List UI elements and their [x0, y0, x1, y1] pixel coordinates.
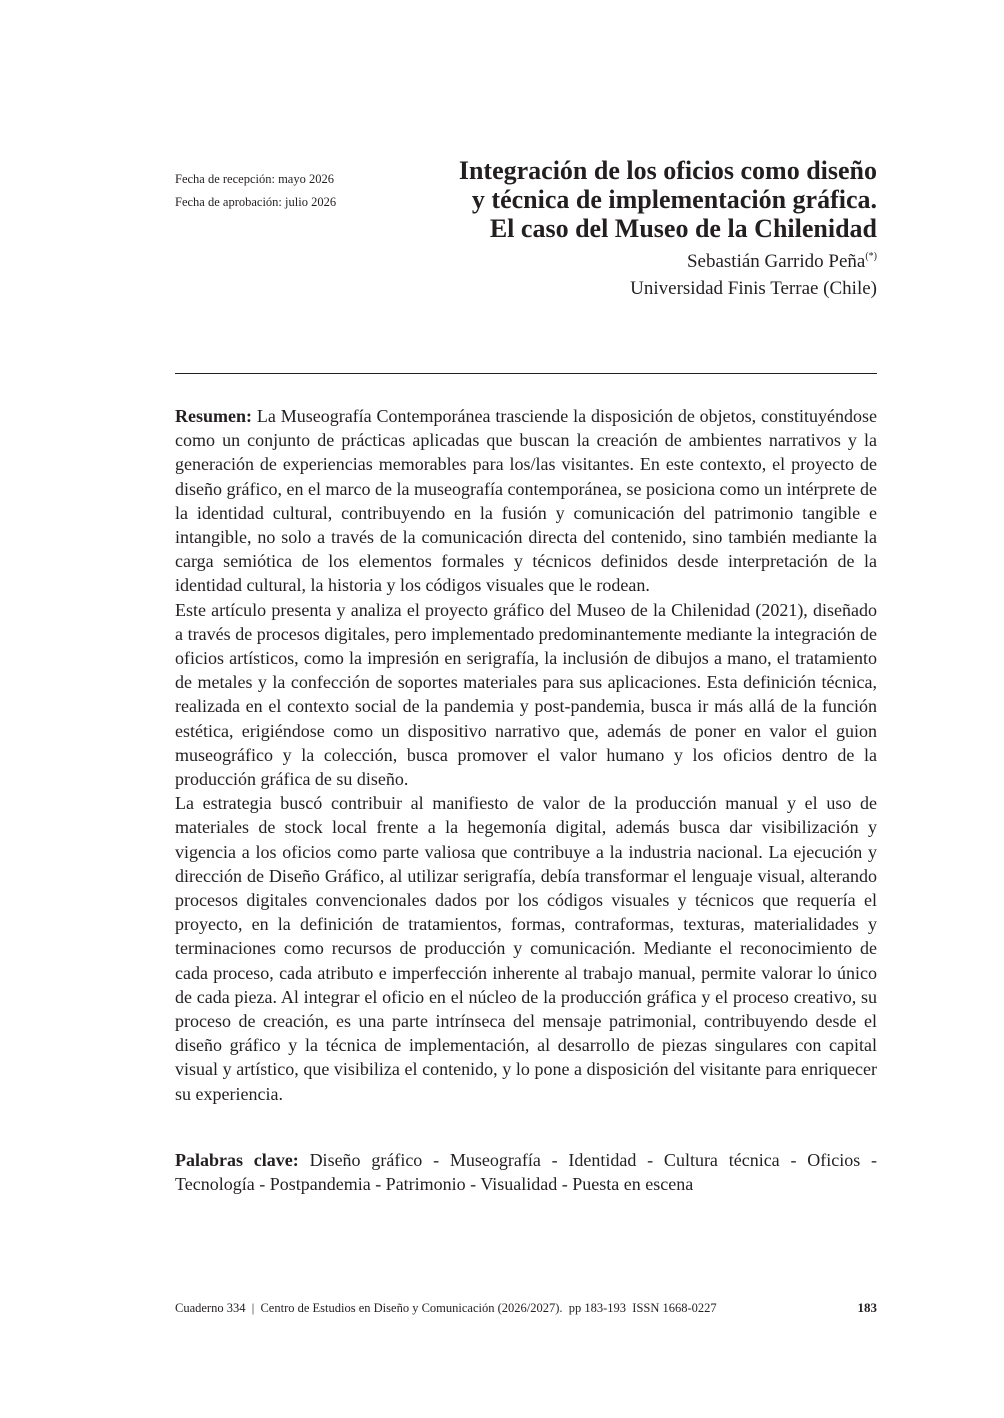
- title-line-2: y técnica de implementación gráfica.: [471, 185, 877, 214]
- abstract-paragraph-1: [175, 404, 877, 598]
- page-number: 183: [857, 1300, 877, 1315]
- author-line: [459, 243, 877, 275]
- keywords-text: Diseño gráfico - Museografía - Identidad - Cultura técnica - Oficios - Tecnología - Postpandemia - Patrimonio - Visualidad - Puesta en escena: [175, 1150, 877, 1195]
- abstract: [175, 404, 877, 1106]
- header-divider: [175, 373, 877, 374]
- abstract-text-1: La Museografía Contemporánea trasciende la disposición de objetos, constituyéndose como un conjunto de prácticas aplicadas que buscan la creación de ambientes narrativos y la generación de experiencias memorables para los/las visitantes. En este contexto, el proyecto de diseño gráfico, en el marco de la museografía contemporánea, se posiciona como un intérprete de la identidad cultural, contribuyendo en la fusión y comunicación del patrimonio tangible e intangible, no solo a través de la comunicación directa del contenido, sino también mediante la carga semiótica de los elementos formales y técnicos definidos desde interpretación de la identidad cultural, la historia y los códigos visuales que le rodean.: [175, 406, 878, 596]
- article-title: [459, 156, 877, 243]
- title-line-3: El caso del Museo de la Chilenidad: [489, 214, 877, 243]
- abstract-paragraph-3: La estrategia buscó contribuir al manifiesto de valor de la producción manual y el uso de materiales de stock local frente a la hegemonía digital, además busca dar visibilización y vigencia a los oficios como parte valiosa que contribuye a la industria nacional. La ejecución y dirección de Diseño Gráfico, al utilizar serigrafía, debía transformar el lenguaje visual, alterando procesos digitales convencionales dados por los códigos visuales y técnicos que requería el proyecto, en la definición de tratamientos, formas, contraformas, texturas, materialidades y terminaciones como recursos de producción y comunicación. Mediante el reconocimiento de cada proceso, cada atributo e imperfección inherente al trabajo manual, permite valorar lo único de cada pieza. Al integrar el oficio en el núcleo de la producción gráfica y el proceso creativo, su proceso de creación, es una parte intrínseca del mensaje patrimonial, contribuyendo desde el diseño gráfico y la técnica de implementación, al desarrollo de piezas singulares con capital visual y artístico, que visibiliza el contenido, y lo pone a disposición del visitante para enriquecer su experiencia.: [175, 793, 877, 1104]
- article-header: [459, 156, 877, 302]
- author-footnote-marker: (*): [865, 251, 877, 262]
- keywords: [175, 1148, 877, 1196]
- abstract-label: Resumen:: [175, 406, 252, 426]
- reception-date: Fecha de recepción: mayo 2026: [175, 172, 334, 186]
- keywords-label: Palabras clave:: [175, 1150, 299, 1170]
- author-name: Sebastián Garrido Peña: [686, 251, 866, 272]
- abstract-paragraph-2: Este artículo presenta y analiza el proyecto gráfico del Museo de la Chilenidad (2021), diseñado a través de procesos digitales, pero implementado predominantemente mediante la integración de oficios artísticos, como la impresión en serigrafía, la inclusión de dibujos a mano, el tratamiento de metales y la confección de soportes materiales para sus aplicaciones. Esta definición técnica, realizada en el contexto social de la pandemia y post-pandemia, busca ir más allá de la función estética, erigiéndose como un dispositivo narrativo que, además de poner en valor el guion museográfico y la colección, busca promover el valor humano y los oficios dentro de la producción gráfica de su diseño.: [175, 599, 877, 790]
- author-affiliation: Universidad Finis Terrae (Chile): [630, 278, 877, 299]
- title-line-1: Integración de los oficios como diseño: [458, 156, 877, 185]
- approval-date: Fecha de aprobación: julio 2026: [175, 195, 337, 209]
- page-footer: [175, 1300, 877, 1316]
- footer-citation: Cuaderno 334 | Centro de Estudios en Diseño y Comunicación (2026/2027). pp 183-193 ISSN 1668-0227: [175, 1301, 717, 1315]
- submission-dates: [175, 168, 336, 214]
